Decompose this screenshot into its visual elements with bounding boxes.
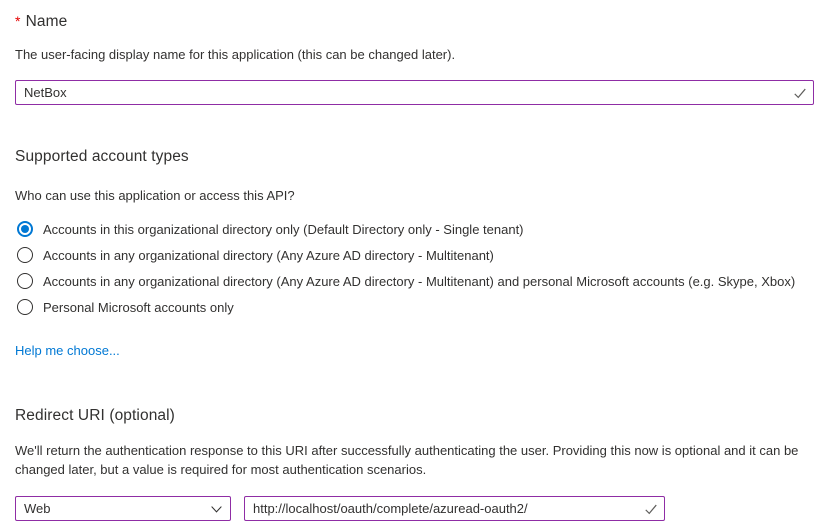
name-description: The user-facing display name for this application (this can be changed later). <box>15 47 456 62</box>
radio-button-icon <box>17 273 33 289</box>
radio-option-label: Personal Microsoft accounts only <box>43 299 234 315</box>
name-title-text: Name <box>25 13 68 30</box>
radio-option-label: Accounts in any organizational directory (Any Azure AD directory - Multitenant) and personal Microsoft accounts (e.g. Skype, Xbox) <box>43 273 796 289</box>
account-types-radio-group <box>15 216 814 320</box>
radio-button-icon <box>17 247 33 263</box>
redirect-uri-row <box>15 496 814 521</box>
platform-select-container <box>15 496 231 521</box>
radio-button-icon <box>17 221 33 237</box>
platform-select[interactable] <box>15 496 231 521</box>
name-section-title <box>15 13 814 31</box>
help-me-choose-link[interactable]: Help me choose... <box>15 343 120 358</box>
radio-button-icon <box>17 299 33 315</box>
valid-check-icon <box>644 502 658 516</box>
name-input[interactable] <box>15 80 814 105</box>
radio-option-single-tenant[interactable] <box>15 216 814 242</box>
account-types-title: Supported account types <box>15 148 189 165</box>
valid-check-icon <box>793 86 807 100</box>
redirect-uri-description: We'll return the authentication response to this URI after successfully authenticating the user. Providing this now is optional and it can be changed later, but a value is required for most authentication scenarios. <box>15 443 799 477</box>
radio-option-personal-only[interactable] <box>15 294 814 320</box>
chevron-down-icon <box>210 502 223 515</box>
redirect-uri-title: Redirect URI (optional) <box>15 407 175 424</box>
radio-option-multitenant-personal[interactable] <box>15 268 814 294</box>
radio-option-multitenant[interactable] <box>15 242 814 268</box>
required-asterisk: * <box>15 13 21 29</box>
platform-select-value: Web <box>24 501 51 516</box>
radio-option-label: Accounts in this organizational directory only (Default Directory only - Single tenant) <box>43 221 524 237</box>
redirect-uri-input-container <box>244 496 665 521</box>
account-types-question: Who can use this application or access this API? <box>15 188 295 203</box>
radio-option-label: Accounts in any organizational directory (Any Azure AD directory - Multitenant) <box>43 247 494 263</box>
redirect-uri-input[interactable] <box>244 496 665 521</box>
name-input-container <box>15 80 814 105</box>
